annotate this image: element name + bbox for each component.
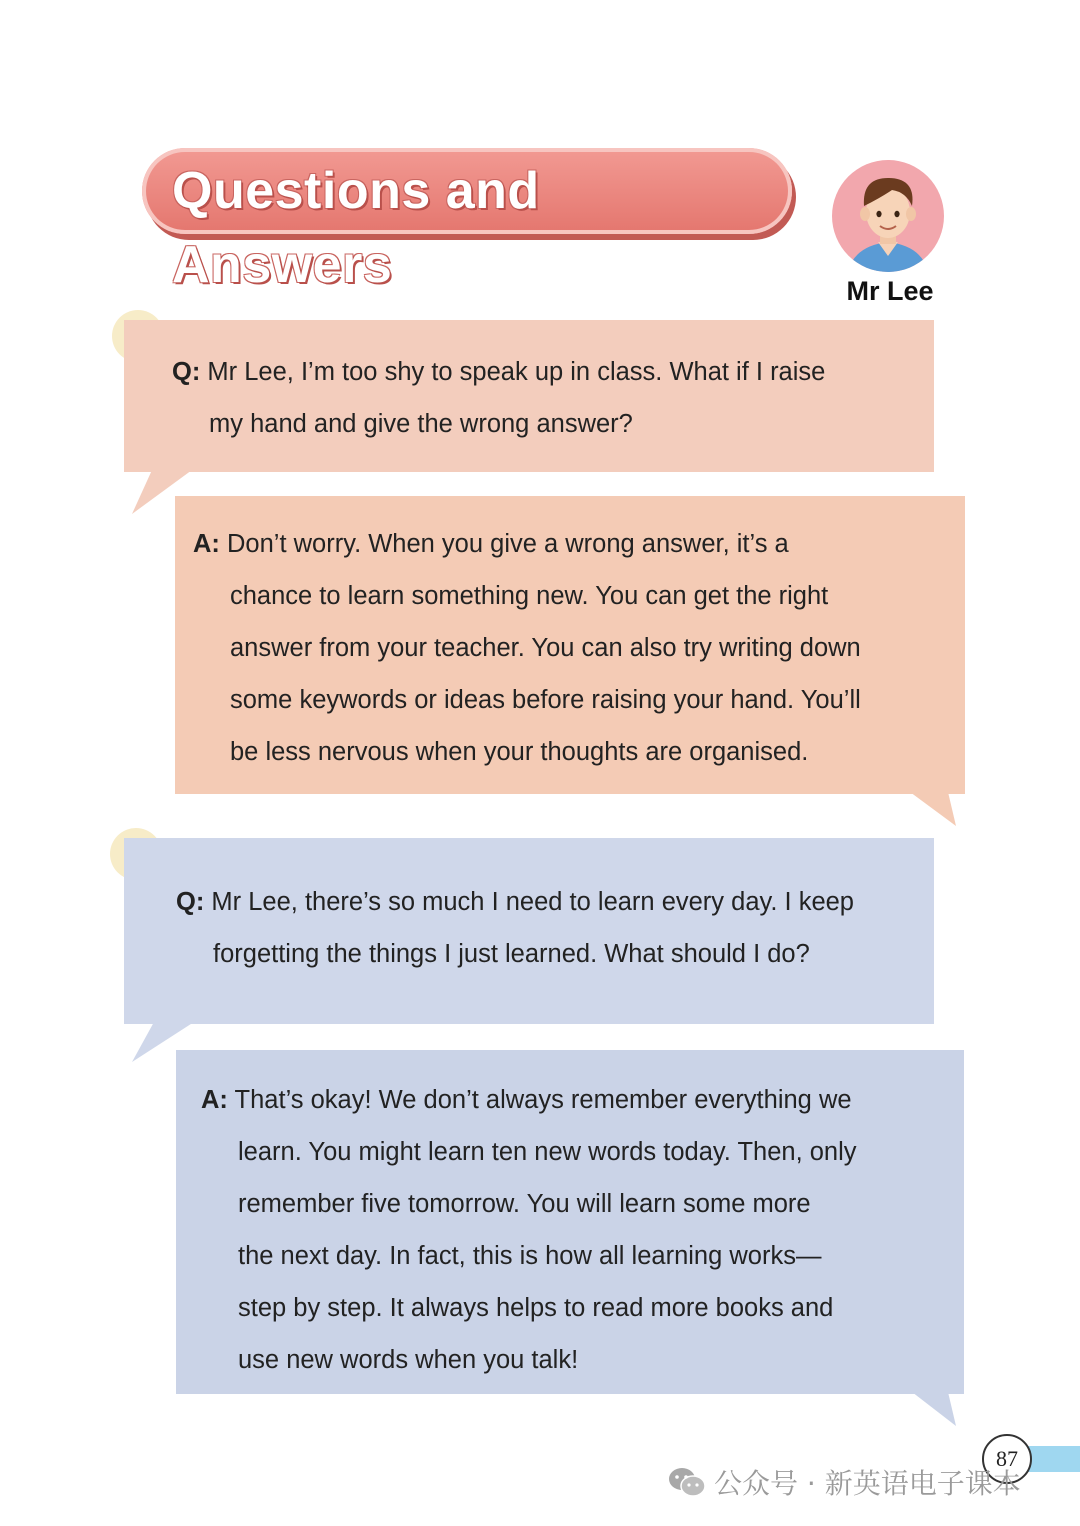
answer-line: learn. You might learn ten new words today. Then, only: [238, 1138, 857, 1166]
answer-line: some keywords or ideas before raising your hand. You’ll: [230, 686, 861, 714]
teacher-name: Mr Lee: [846, 276, 934, 306]
teacher-avatar: [832, 160, 944, 272]
question-line: forgetting the things I just learned. What should I do?: [213, 940, 810, 968]
speech-tail: [910, 792, 956, 826]
question-line: Q: Mr Lee, there’s so much I need to learn every day. I keep: [176, 888, 854, 916]
speech-tail: [912, 1392, 956, 1426]
answer-line: remember five tomorrow. You will learn some more: [238, 1190, 811, 1218]
answer-line: A: Don’t worry. When you give a wrong answer, it’s a: [193, 530, 789, 558]
watermark-text: 公众号 · 新英语电子课本: [714, 1467, 1021, 1500]
answer-bubble: [175, 496, 965, 794]
question-line: Q: Mr Lee, I’m too shy to speak up in class. What if I raise: [172, 358, 826, 386]
answer-label: A:: [201, 1086, 228, 1114]
answer-line: step by step. It always helps to read more books and: [238, 1294, 834, 1322]
wechat-icon: [668, 1466, 706, 1498]
answer-line: A: That’s okay! We don’t always remember everything we: [201, 1086, 852, 1114]
page-number: 87: [982, 1434, 1032, 1484]
answer-label: A:: [193, 530, 220, 558]
question-label: Q:: [172, 358, 201, 386]
question-bubble: [124, 320, 934, 472]
answer-line: chance to learn something new. You can get the right: [230, 582, 829, 610]
answer-line: answer from your teacher. You can also try writing down: [230, 634, 861, 662]
question-line: my hand and give the wrong answer?: [209, 410, 633, 438]
answer-line: be less nervous when your thoughts are organised.: [230, 738, 809, 766]
answer-bubble: [176, 1050, 964, 1394]
question-bubble: [124, 838, 934, 1024]
answer-line: use new words when you talk!: [238, 1346, 579, 1374]
question-label: Q:: [176, 888, 205, 916]
page-title: Questions and Answers: [172, 162, 540, 294]
answer-line: the next day. In fact, this is how all learning works—: [238, 1242, 822, 1270]
watermark: [668, 1462, 1021, 1502]
